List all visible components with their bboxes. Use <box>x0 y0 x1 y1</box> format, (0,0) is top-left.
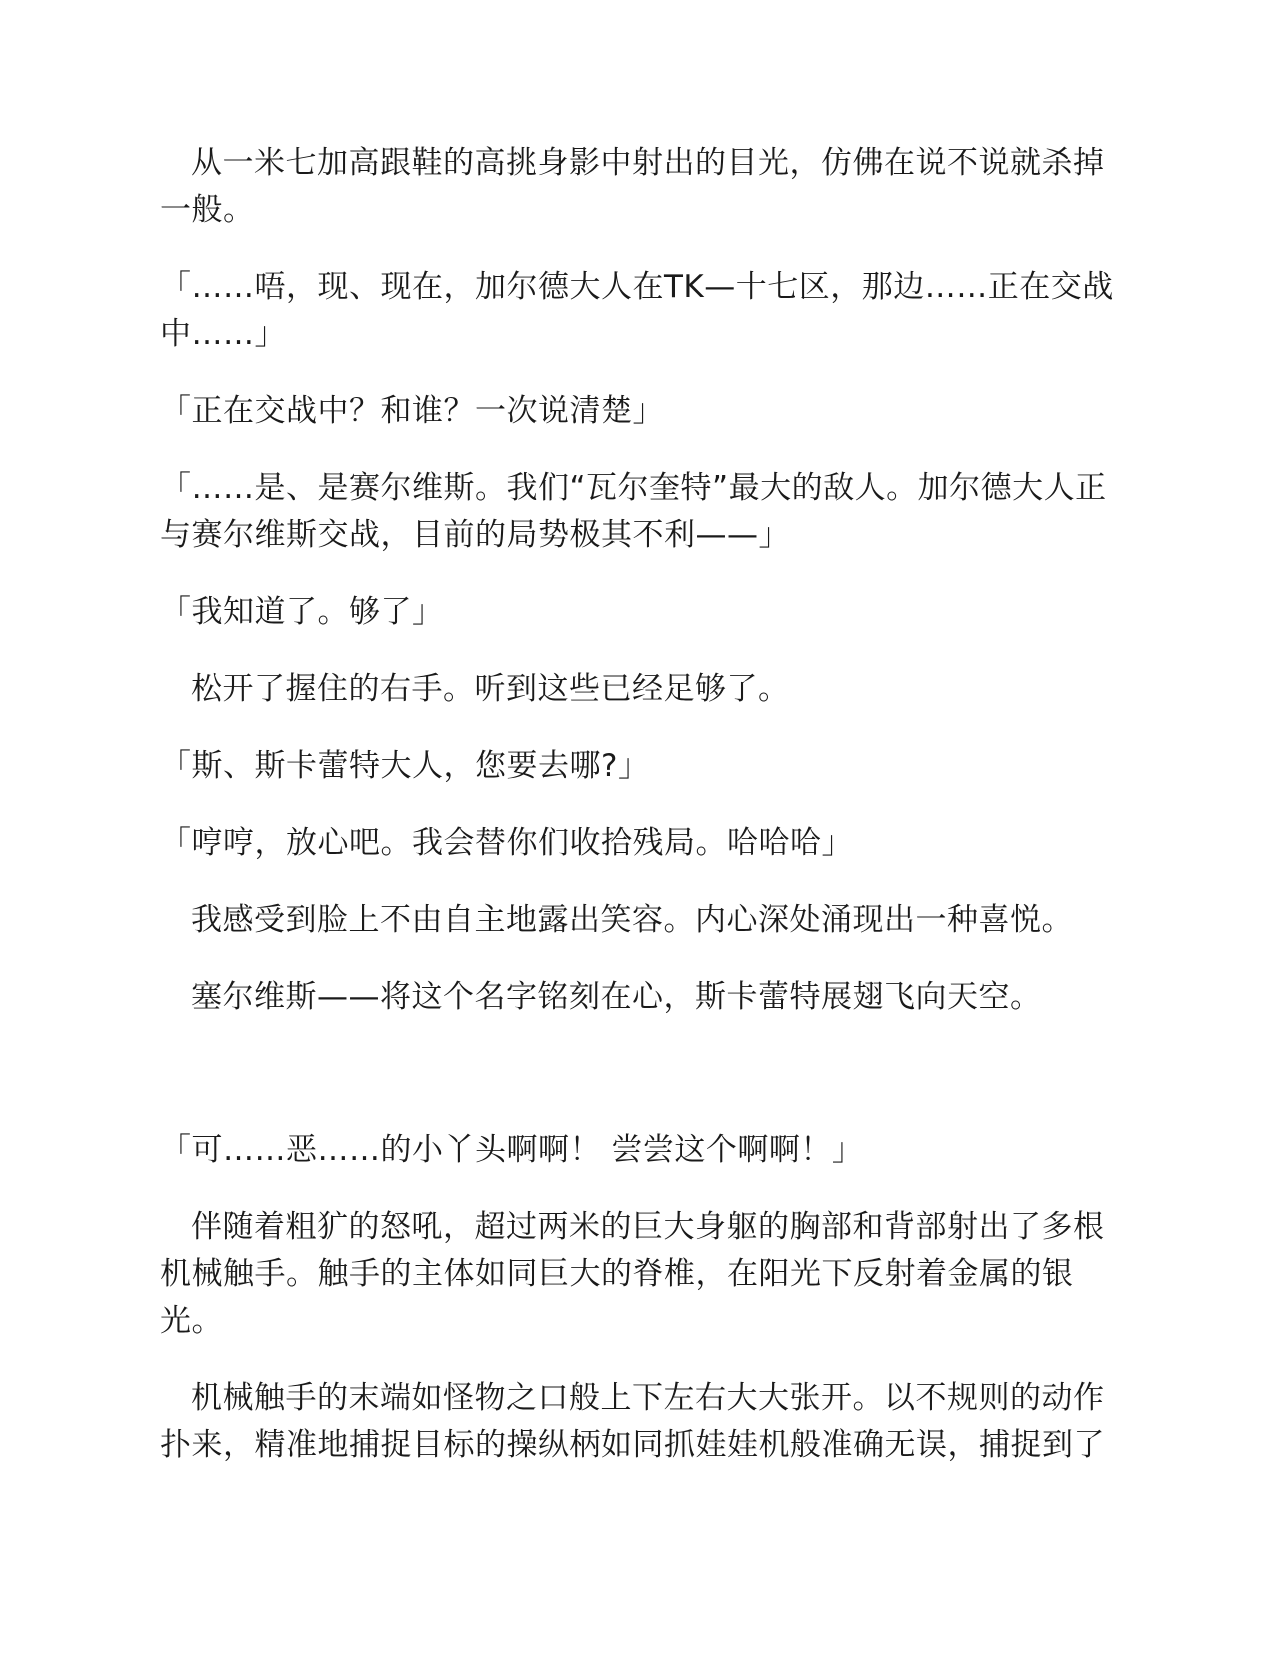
paragraph-10: 塞尔维斯——将这个名字铭刻在心，斯卡蕾特展翅飞向天空。 <box>191 979 1042 1015</box>
document-page <box>160 140 1120 1469</box>
paragraph-2: 「……唔，现、现在，加尔德大人在TK—十七区，那边……正在交战中……」 <box>160 269 1114 352</box>
paragraph-13: 机械触手的末端如怪物之口般上下左右大大张开。以不规则的动作扑来，精准地捕捉目标的操纵柄如同抓娃娃机般准确无误，捕捉到了 <box>160 1380 1105 1463</box>
paragraph-8: 「哼哼，放心吧。我会替你们收拾残局。哈哈哈」 <box>160 825 853 861</box>
paragraph-4: 「……是、是赛尔维斯。我们“瓦尔奎特”最大的敌人。加尔德大人正与赛尔维斯交战，目前的局势极其不利——」 <box>160 470 1107 553</box>
paragraph-7: 「斯、斯卡蕾特大人，您要去哪?」 <box>160 748 650 784</box>
paragraph-9: 我感受到脸上不由自主地露出笑容。内心深处涌现出一种喜悦。 <box>191 902 1073 938</box>
paragraph-6: 松开了握住的右手。听到这些已经足够了。 <box>191 671 790 707</box>
paragraph-3: 「正在交战中？和谁？一次说清楚」 <box>160 393 664 429</box>
paragraph-11: 「可……恶……的小丫头啊啊！ 尝尝这个啊啊！」 <box>160 1132 864 1168</box>
paragraph-1: 从一米七加高跟鞋的高挑身影中射出的目光，仿佛在说不说就杀掉一般。 <box>160 145 1105 228</box>
paragraph-12: 伴随着粗犷的怒吼，超过两米的巨大身躯的胸部和背部射出了多根机械触手。触手的主体如同巨大的脊椎，在阳光下反射着金属的银光。 <box>160 1209 1105 1339</box>
paragraph-5: 「我知道了。够了」 <box>160 594 444 630</box>
